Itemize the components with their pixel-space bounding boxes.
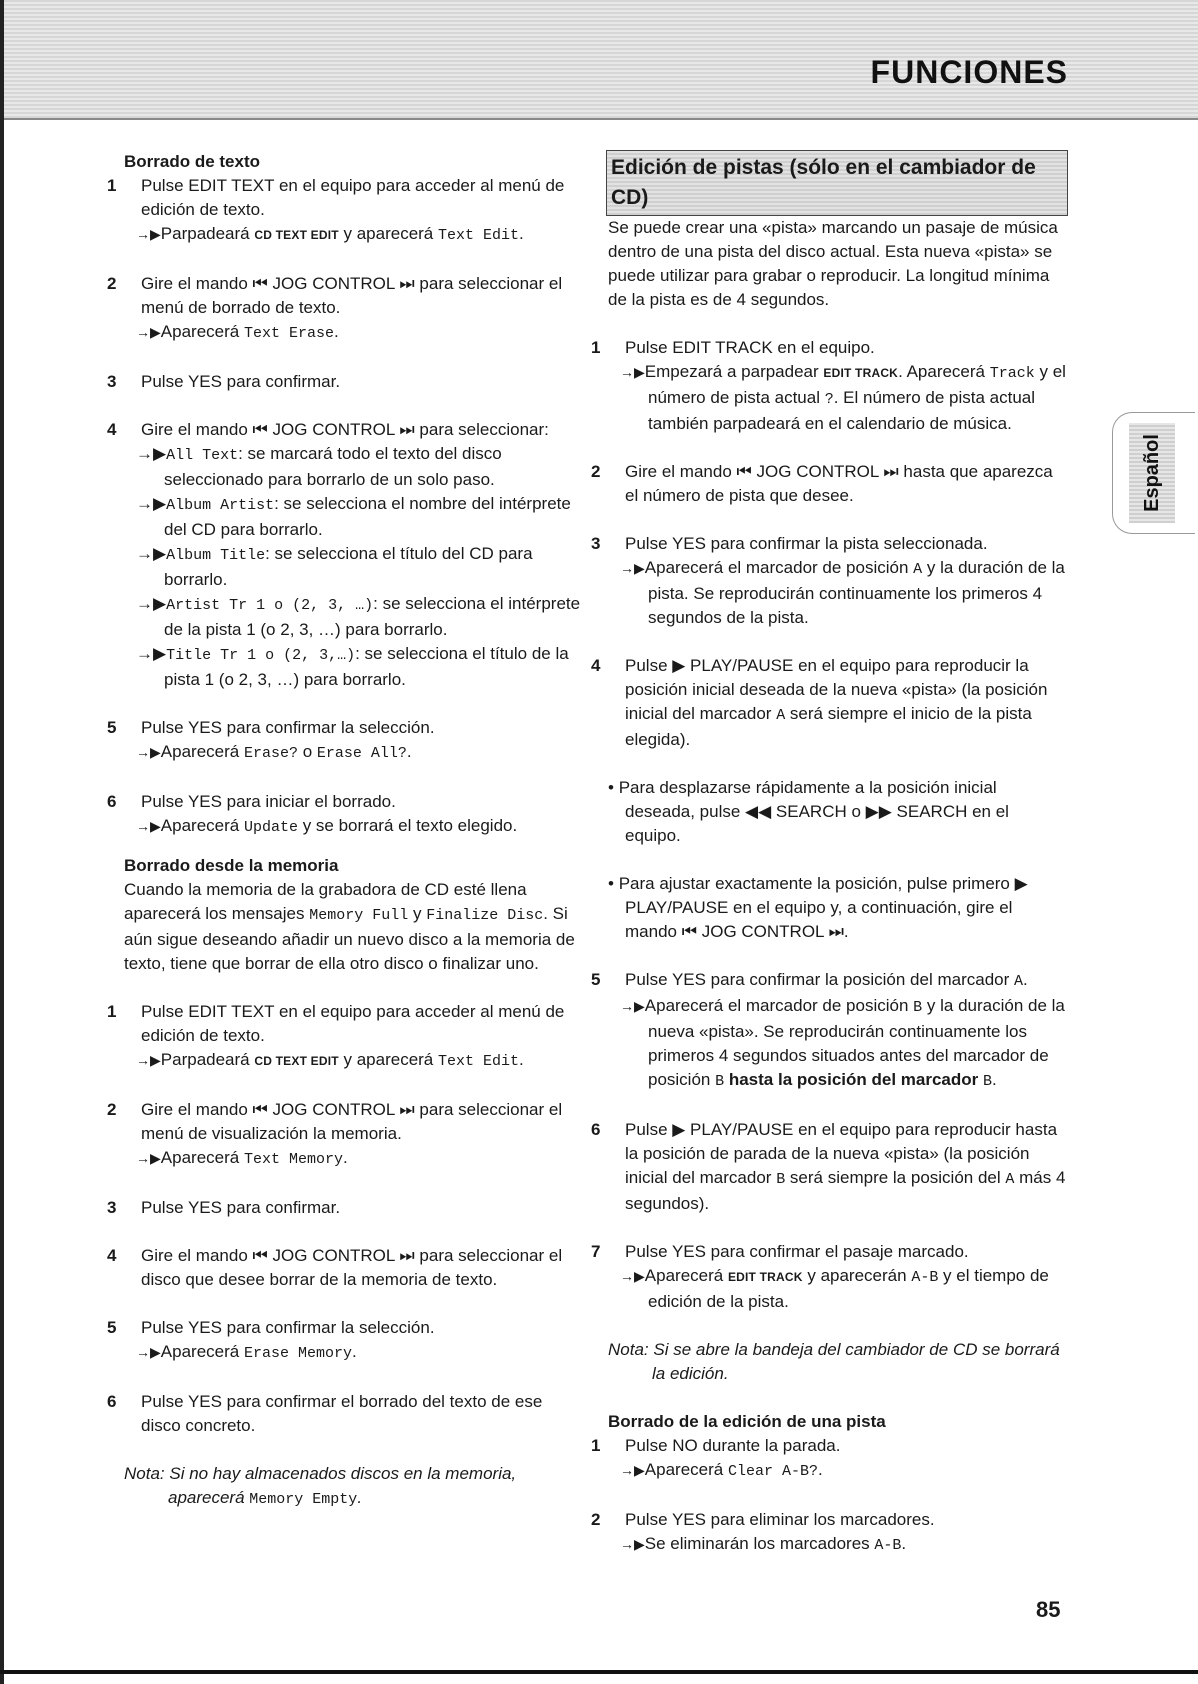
bullet-icon: • [608,874,619,893]
result-line: →▶Aparecerá el marcador de posición B y la duración de la nueva «pista». Se reproducirán continuamente los primeros 4 segundos situados antes del marcador de posición B hasta la posición del marcador B. [620,996,1065,1090]
step-2: 2 Gire el mando ⏮ JOG CONTROL ⏭ para seleccionar el menú de visualización la memoria. [107,1100,563,1143]
arrow-icon: →▶ [620,1268,645,1284]
result-line: →▶Aparecerá Update y se borrará el texto elegido. [136,816,518,836]
result-line: →▶Parpadeará CD TEXT EDIT y aparecerá Text Edit. [136,224,524,244]
step-5: 5 Pulse YES para confirmar la posición del marcador A. [591,970,1028,990]
arrow-icon: →▶ [136,1150,161,1166]
memory-intro: Cuando la memoria de la grabadora de CD esté llena aparecerá los mensajes Memory Full y Finalize Disc. Si aún sigue deseando añadir un nuevo disco a la memoria de texto, tiene que borrar de ella otro disco o finalizar uno. [124,880,575,973]
result-line: →▶Aparecerá Clear A-B?. [620,1460,823,1480]
right-column [591,150,1068,1558]
arrow-icon: →▶ [620,1462,645,1478]
left-edge-rule [0,0,4,1684]
arrow-icon: →▶ [136,1052,161,1068]
arrow-icon: →▶ [620,560,645,576]
step-2: 2 Pulse YES para eliminar los marcadores. [591,1510,935,1529]
step-3: 3 Pulse YES para confirmar la pista seleccionada. [591,534,988,553]
arrow-icon: →▶ [620,1536,645,1552]
step-6: 6 Pulse ▶ PLAY/PAUSE en el equipo para reproducir hasta la posición de parada de la nueva «pista» (la posición inicial del marcador B será siempre la posición del A más 4 segundos). [591,1120,1066,1213]
arrow-icon: →▶ [136,818,161,834]
step-1: 1 Pulse EDIT TRACK en el equipo. [591,338,875,357]
bullet-icon: • [608,778,619,797]
step-1: 1 Pulse NO durante la parada. [591,1436,841,1455]
step-2: 2 Gire el mando ⏮ JOG CONTROL ⏭ para seleccionar el menú de borrado de texto. [107,274,563,317]
result-line: →▶Se eliminarán los marcadores A-B. [620,1534,907,1554]
step-4: 4 Pulse ▶ PLAY/PAUSE en el equipo para reproducir la posición inicial deseada de la nueva «pista» (la posición inicial del marcador A será siempre el inicio de la pista elegida). [591,656,1048,749]
step-6: 6 Pulse YES para confirmar el borrado del texto de ese disco concreto. [107,1392,543,1435]
step-6: 6 Pulse YES para iniciar el borrado. [107,792,396,811]
option-artist-track: →▶Artist Tr 1 o (2, 3, …): se selecciona el intérprete de la pista 1 (o 2, 3, …) para borrarlo. [136,594,581,639]
section-heading-text-erase: Borrado de texto [124,152,261,171]
result-line: →▶Parpadeará CD TEXT EDIT y aparecerá Text Edit. [136,1050,524,1070]
step-5: 5 Pulse YES para confirmar la selección. [107,1318,435,1337]
section-heading-clear-edit: Borrado de la edición de una pista [608,1412,886,1431]
arrow-icon: →▶ [136,744,161,760]
result-line: →▶Aparecerá EDIT TRACK y aparecerán A-B y el tiempo de edición de la pista. [620,1266,1049,1311]
language-tab [1112,412,1195,534]
section-heading-memory-erase: Borrado desde la memoria [124,856,339,875]
language-tab-label: Español [1141,434,1163,512]
arrow-icon: →▶ [136,226,161,242]
arrow-icon: →▶ [136,1344,161,1360]
arrow-icon: →▶ [136,494,167,513]
track-edit-note: Nota: Si se abre la bandeja del cambiador de CD se borrará la edición. [608,1340,1060,1383]
arrow-icon: →▶ [136,324,161,340]
step-3: 3 Pulse YES para confirmar. [107,1198,341,1217]
memory-note: Nota: Si no hay almacenados discos en la memoria, aparecerá Memory Empty. [124,1464,517,1508]
arrow-icon: →▶ [620,364,645,380]
result-line: →▶Aparecerá Erase Memory. [136,1342,357,1362]
header-band [0,0,1198,120]
section-heading-track-edit: Edición de pistas (sólo en el cambiador de CD) [606,150,1068,216]
step-7: 7 Pulse YES para confirmar el pasaje marcado. [591,1242,969,1261]
option-album-title: →▶Album Title: se selecciona el título del CD para borrarlo. [136,544,533,589]
arrow-icon: →▶ [136,644,167,663]
arrow-icon: →▶ [136,544,167,563]
result-line: →▶Aparecerá Erase? o Erase All?. [136,742,412,762]
arrow-icon: →▶ [136,594,167,613]
page-title: FUNCIONES [870,54,1068,90]
arrow-icon: →▶ [620,998,645,1014]
bullet-fine-adjust: • Para ajustar exactamente la posición, pulse primero ▶ PLAY/PAUSE en el equipo y, a continuación, gire el mando ⏮ JOG CONTROL ⏭. [608,874,1028,941]
option-title-track: →▶Title Tr 1 o (2, 3,…): se selecciona el título de la pista 1 (o 2, 3, …) para borrarlo. [136,644,569,689]
result-line: →▶Empezará a parpadear EDIT TRACK. Aparecerá Track y el número de pista actual ?. El número de pista actual también parpadeará en el calendario de música. [620,362,1066,433]
step-1: 1 Pulse EDIT TEXT en el equipo para acceder al menú de edición de texto. [107,1002,565,1045]
step-2: 2 Gire el mando ⏮ JOG CONTROL ⏭ hasta que aparezca el número de pista que desee. [591,462,1053,505]
step-4: 4 Gire el mando ⏮ JOG CONTROL ⏭ para seleccionar: [107,420,549,439]
result-line: →▶Aparecerá Text Memory. [136,1148,348,1168]
option-all-text: →▶All Text: se marcará todo el texto del disco seleccionado para borrarlo de un solo paso. [136,444,502,489]
page-number: 85 [1036,1597,1061,1622]
step-3: 3 Pulse YES para confirmar. [107,372,341,391]
step-4: 4 Gire el mando ⏮ JOG CONTROL ⏭ para seleccionar el disco que desee borrar de la memoria de texto. [107,1246,563,1289]
result-line: →▶Aparecerá Text Erase. [136,322,339,342]
step-1: 1 Pulse EDIT TEXT en el equipo para acceder al menú de edición de texto. [107,176,565,219]
option-album-artist: →▶Album Artist: se selecciona el nombre del intérprete del CD para borrarlo. [136,494,571,539]
result-line: →▶Aparecerá el marcador de posición A y la duración de la pista. Se reproducirán continuamente los primeros 4 segundos de la pista. [620,558,1065,627]
arrow-icon: →▶ [136,444,167,463]
bullet-search: • Para desplazarse rápidamente a la posición inicial deseada, pulse ◀◀ SEARCH o ▶▶ SEARCH en el equipo. [608,778,1009,845]
track-edit-intro: Se puede crear una «pista» marcando un pasaje de música dentro de una pista del disco actual. Esta nueva «pista» se puede utilizar para grabar o reproducir. La longitud mínima de la pista es de 4 segundos. [608,218,1058,309]
left-column [107,150,584,1512]
step-5: 5 Pulse YES para confirmar la selección. [107,718,435,737]
bottom-rule [0,1670,1198,1674]
